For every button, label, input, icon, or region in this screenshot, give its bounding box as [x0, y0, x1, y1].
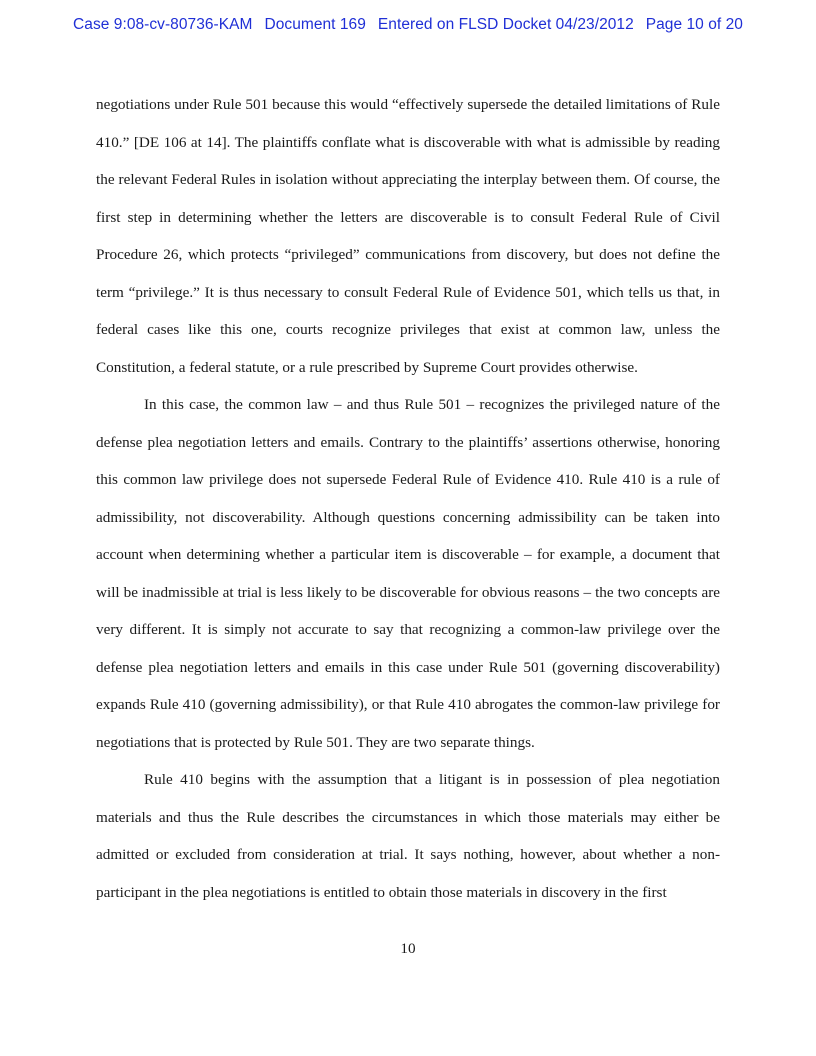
- entered-on-docket: Entered on FLSD Docket 04/23/2012: [377, 16, 634, 33]
- page-number: 10: [400, 940, 416, 957]
- docket-header: [0, 16, 816, 34]
- case-number: Case 9:08-cv-80736-KAM: [73, 16, 253, 33]
- document-number: Document 169: [264, 16, 366, 33]
- page-of-total: Page 10 of 20: [645, 16, 743, 33]
- paragraph-rule-410: Rule 410 begins with the assumption that a litigant is in possession of plea negotiation materials and thus the Rule describes the circumstances in which those materials may either be admitted or excluded from consideration at trial. It says nothing, however, about whether a non-participant in the plea negotiations is entitled to obtain those materials in discovery in the first: [96, 771, 720, 901]
- document-body: [96, 86, 720, 911]
- paragraph-continued: negotiations under Rule 501 because this would “effectively supersede the detailed limitations of Rule 410.” [DE 106 at 14]. The plaintiffs conflate what is discoverable with what is admissible by reading the relevant Federal Rules in isolation without appreciating the interplay between them. Of course, the first step in determining whether the letters are discoverable is to consult Federal Rule of Civil Procedure 26, which protects “privileged” communications from discovery, but does not define the term “privilege.” It is thus necessary to consult Federal Rule of Evidence 501, which tells us that, in federal cases like this one, courts recognize privileges that exist at common law, unless the Constitution, a federal statute, or a rule prescribed by Supreme Court provides otherwise.: [96, 96, 720, 376]
- paragraph-common-law: In this case, the common law – and thus Rule 501 – recognizes the privileged nature of the defense plea negotiation letters and emails. Contrary to the plaintiffs’ assertions otherwise, honoring this common law privilege does not supersede Federal Rule of Evidence 410. Rule 410 is a rule of admissibility, not discoverability. Although questions concerning admissibility can be taken into account when determining whether a particular item is discoverable – for example, a document that will be inadmissible at trial is less likely to be discoverable for obvious reasons – the two concepts are very different. It is simply not accurate to say that recognizing a common-law privilege over the defense plea negotiation letters and emails in this case under Rule 501 (governing discoverability) expands Rule 410 (governing admissibility), or that Rule 410 abrogates the common-law privilege for negotiations that is protected by Rule 501. They are two separate things.: [96, 396, 720, 751]
